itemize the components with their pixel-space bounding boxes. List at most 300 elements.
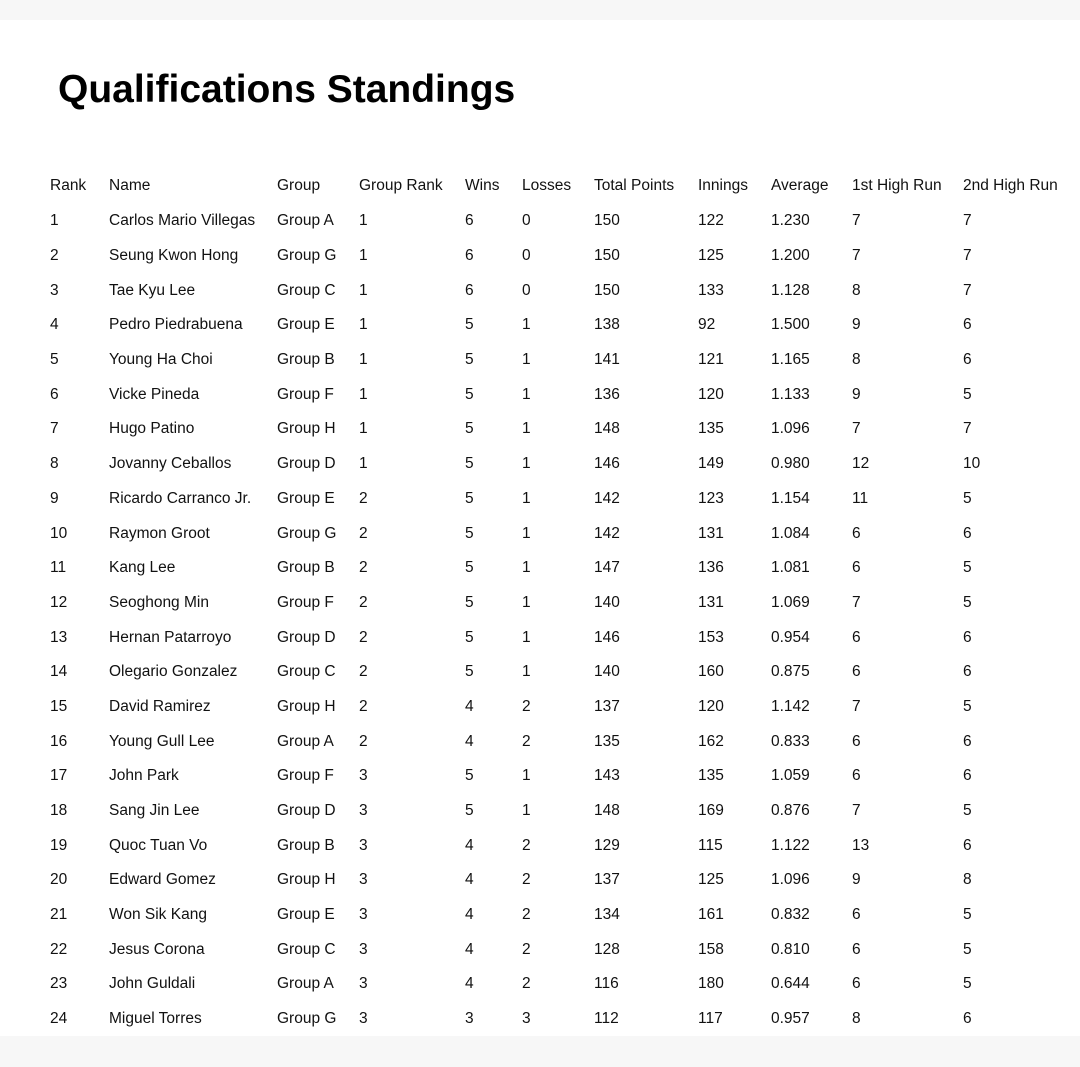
cell-name: Raymon Groot <box>109 524 210 542</box>
cell-wins: 5 <box>465 351 474 369</box>
cell-rank: 17 <box>50 767 68 785</box>
cell-innings: 133 <box>698 281 724 299</box>
cell-group-rank: 1 <box>359 351 368 369</box>
cell-losses: 1 <box>522 489 531 507</box>
cell-group-rank: 3 <box>359 871 368 889</box>
cell-average: 1.069 <box>771 593 810 611</box>
table-row <box>50 482 1080 517</box>
cell-average: 0.876 <box>771 802 810 820</box>
cell-losses: 2 <box>522 732 531 750</box>
cell-losses: 2 <box>522 940 531 958</box>
cell-rank: 23 <box>50 975 68 993</box>
table-body <box>50 204 1080 1037</box>
cell-innings: 136 <box>698 559 724 577</box>
cell-total-points: 146 <box>594 628 620 646</box>
cell-name: Seung Kwon Hong <box>109 247 239 265</box>
cell-wins: 5 <box>465 420 474 438</box>
cell-wins: 6 <box>465 247 474 265</box>
cell-second-high-run: 5 <box>963 489 972 507</box>
cell-group-rank: 3 <box>359 767 368 785</box>
cell-total-points: 128 <box>594 940 620 958</box>
cell-innings: 169 <box>698 802 724 820</box>
cell-second-high-run: 5 <box>963 940 972 958</box>
cell-group-rank: 2 <box>359 663 368 681</box>
cell-second-high-run: 6 <box>963 767 972 785</box>
cell-wins: 5 <box>465 524 474 542</box>
cell-name: Won Sik Kang <box>109 906 207 924</box>
cell-second-high-run: 5 <box>963 906 972 924</box>
cell-group: Group H <box>277 871 336 889</box>
cell-group-rank: 1 <box>359 247 368 265</box>
cell-rank: 14 <box>50 663 68 681</box>
cell-group: Group D <box>277 802 336 820</box>
column-header-first-high-run: 1st High Run <box>852 177 942 194</box>
column-header-average: Average <box>771 177 829 194</box>
cell-second-high-run: 5 <box>963 697 972 715</box>
cell-losses: 2 <box>522 836 531 854</box>
cell-total-points: 137 <box>594 697 620 715</box>
cell-name: John Guldali <box>109 975 196 993</box>
column-header-second-high-run: 2nd High Run <box>963 177 1058 194</box>
table-row <box>50 724 1080 759</box>
cell-losses: 0 <box>522 212 531 230</box>
cell-second-high-run: 5 <box>963 593 972 611</box>
cell-total-points: 116 <box>594 975 619 993</box>
cell-rank: 2 <box>50 247 59 265</box>
cell-rank: 8 <box>50 455 59 473</box>
table-row <box>50 239 1080 274</box>
cell-innings: 153 <box>698 628 724 646</box>
table-row <box>50 273 1080 308</box>
cell-innings: 122 <box>698 212 724 230</box>
cell-first-high-run: 7 <box>852 802 861 820</box>
cell-name: Seoghong Min <box>109 593 209 611</box>
cell-wins: 5 <box>465 455 474 473</box>
cell-wins: 5 <box>465 767 474 785</box>
cell-total-points: 137 <box>594 871 620 889</box>
cell-name: Hugo Patino <box>109 420 195 438</box>
cell-wins: 5 <box>465 559 474 577</box>
cell-second-high-run: 7 <box>963 212 972 230</box>
cell-innings: 121 <box>698 351 724 369</box>
cell-average: 1.128 <box>771 281 810 299</box>
cell-total-points: 112 <box>594 1010 619 1028</box>
cell-average: 0.954 <box>771 628 810 646</box>
cell-rank: 12 <box>50 593 68 611</box>
cell-average: 1.122 <box>771 836 810 854</box>
table-row <box>50 586 1080 621</box>
cell-name: Sang Jin Lee <box>109 802 200 820</box>
cell-total-points: 148 <box>594 420 620 438</box>
cell-first-high-run: 9 <box>852 316 861 334</box>
cell-innings: 131 <box>698 524 724 542</box>
cell-innings: 125 <box>698 871 724 889</box>
cell-first-high-run: 6 <box>852 975 861 993</box>
cell-losses: 0 <box>522 247 531 265</box>
cell-losses: 2 <box>522 975 531 993</box>
cell-wins: 6 <box>465 212 474 230</box>
cell-group: Group D <box>277 455 336 473</box>
cell-innings: 158 <box>698 940 724 958</box>
cell-innings: 120 <box>698 697 724 715</box>
column-header-innings: Innings <box>698 177 748 194</box>
cell-rank: 20 <box>50 871 68 889</box>
cell-name: Vicke Pineda <box>109 385 200 403</box>
cell-wins: 4 <box>465 732 474 750</box>
cell-average: 1.133 <box>771 385 810 403</box>
cell-losses: 2 <box>522 871 531 889</box>
cell-innings: 160 <box>698 663 724 681</box>
cell-first-high-run: 6 <box>852 940 861 958</box>
cell-group: Group G <box>277 247 337 265</box>
table-row <box>50 412 1080 447</box>
document-page <box>0 20 1080 1036</box>
table-row <box>50 759 1080 794</box>
cell-name: Young Gull Lee <box>109 732 215 750</box>
cell-average: 0.875 <box>771 663 810 681</box>
table-row <box>50 343 1080 378</box>
cell-group-rank: 1 <box>359 316 368 334</box>
cell-total-points: 129 <box>594 836 620 854</box>
cell-rank: 19 <box>50 836 68 854</box>
cell-average: 1.096 <box>771 871 810 889</box>
cell-first-high-run: 6 <box>852 524 861 542</box>
table-row <box>50 898 1080 933</box>
cell-rank: 10 <box>50 524 68 542</box>
cell-group: Group F <box>277 385 334 403</box>
table-header <box>50 168 1080 204</box>
cell-name: Jesus Corona <box>109 940 205 958</box>
page-title: Qualifications Standings <box>58 68 516 111</box>
cell-rank: 21 <box>50 906 68 924</box>
cell-name: Olegario Gonzalez <box>109 663 238 681</box>
cell-group-rank: 1 <box>359 281 368 299</box>
cell-group-rank: 2 <box>359 559 368 577</box>
cell-first-high-run: 12 <box>852 455 870 473</box>
column-header-group: Group <box>277 177 321 194</box>
cell-first-high-run: 6 <box>852 906 861 924</box>
cell-first-high-run: 6 <box>852 732 861 750</box>
cell-first-high-run: 6 <box>852 767 861 785</box>
cell-wins: 3 <box>465 1010 474 1028</box>
cell-group-rank: 2 <box>359 593 368 611</box>
standings-table <box>50 168 1080 1037</box>
cell-second-high-run: 7 <box>963 247 972 265</box>
cell-losses: 1 <box>522 385 531 403</box>
cell-innings: 135 <box>698 420 724 438</box>
cell-innings: 123 <box>698 489 724 507</box>
cell-group-rank: 2 <box>359 732 368 750</box>
cell-first-high-run: 7 <box>852 697 861 715</box>
cell-total-points: 140 <box>594 593 620 611</box>
cell-total-points: 150 <box>594 247 620 265</box>
cell-rank: 18 <box>50 802 68 820</box>
cell-total-points: 146 <box>594 455 620 473</box>
cell-losses: 1 <box>522 455 531 473</box>
cell-group: Group C <box>277 281 336 299</box>
cell-rank: 3 <box>50 281 59 299</box>
cell-wins: 4 <box>465 871 474 889</box>
cell-rank: 7 <box>50 420 59 438</box>
cell-second-high-run: 6 <box>963 351 972 369</box>
cell-losses: 1 <box>522 559 531 577</box>
cell-group: Group A <box>277 212 334 230</box>
cell-first-high-run: 9 <box>852 871 861 889</box>
table-row <box>50 655 1080 690</box>
cell-rank: 16 <box>50 732 68 750</box>
cell-total-points: 150 <box>594 212 620 230</box>
cell-total-points: 138 <box>594 316 620 334</box>
cell-first-high-run: 7 <box>852 212 861 230</box>
cell-group-rank: 1 <box>359 385 368 403</box>
cell-average: 1.154 <box>771 489 810 507</box>
cell-name: Carlos Mario Villegas <box>109 212 256 230</box>
cell-rank: 6 <box>50 385 59 403</box>
cell-total-points: 134 <box>594 906 620 924</box>
cell-average: 1.059 <box>771 767 810 785</box>
cell-innings: 117 <box>698 1010 723 1028</box>
cell-total-points: 142 <box>594 524 620 542</box>
cell-average: 1.142 <box>771 697 810 715</box>
cell-innings: 180 <box>698 975 724 993</box>
cell-total-points: 140 <box>594 663 620 681</box>
cell-second-high-run: 6 <box>963 732 972 750</box>
table-row <box>50 447 1080 482</box>
cell-losses: 0 <box>522 281 531 299</box>
cell-rank: 5 <box>50 351 59 369</box>
cell-group: Group E <box>277 489 335 507</box>
cell-losses: 1 <box>522 628 531 646</box>
cell-losses: 1 <box>522 663 531 681</box>
cell-first-high-run: 9 <box>852 385 861 403</box>
cell-group-rank: 3 <box>359 975 368 993</box>
cell-second-high-run: 6 <box>963 1010 972 1028</box>
cell-name: Miguel Torres <box>109 1010 202 1028</box>
table-row <box>50 551 1080 586</box>
cell-losses: 2 <box>522 906 531 924</box>
cell-second-high-run: 5 <box>963 975 972 993</box>
cell-losses: 1 <box>522 767 531 785</box>
cell-group-rank: 2 <box>359 524 368 542</box>
cell-second-high-run: 5 <box>963 802 972 820</box>
cell-group-rank: 3 <box>359 802 368 820</box>
cell-rank: 4 <box>50 316 59 334</box>
cell-first-high-run: 11 <box>852 489 869 507</box>
cell-average: 0.957 <box>771 1010 810 1028</box>
cell-average: 1.500 <box>771 316 810 334</box>
cell-name: Jovanny Ceballos <box>109 455 232 473</box>
cell-group-rank: 3 <box>359 906 368 924</box>
cell-group: Group E <box>277 316 335 334</box>
table-row <box>50 828 1080 863</box>
cell-group: Group F <box>277 767 334 785</box>
table-row <box>50 308 1080 343</box>
cell-second-high-run: 5 <box>963 559 972 577</box>
cell-group: Group C <box>277 663 336 681</box>
cell-first-high-run: 6 <box>852 663 861 681</box>
cell-losses: 1 <box>522 316 531 334</box>
cell-wins: 4 <box>465 697 474 715</box>
cell-average: 0.833 <box>771 732 810 750</box>
cell-wins: 4 <box>465 975 474 993</box>
cell-second-high-run: 6 <box>963 316 972 334</box>
cell-name: Quoc Tuan Vo <box>109 836 208 854</box>
cell-average: 1.165 <box>771 351 810 369</box>
table-row <box>50 863 1080 898</box>
cell-rank: 22 <box>50 940 68 958</box>
cell-average: 0.810 <box>771 940 810 958</box>
table-row <box>50 620 1080 655</box>
table-row <box>50 794 1080 829</box>
cell-group: Group D <box>277 628 336 646</box>
cell-group-rank: 3 <box>359 836 368 854</box>
cell-first-high-run: 8 <box>852 1010 861 1028</box>
cell-group: Group B <box>277 559 335 577</box>
cell-group: Group B <box>277 836 335 854</box>
column-header-wins: Wins <box>465 177 500 194</box>
cell-second-high-run: 6 <box>963 524 972 542</box>
table-row <box>50 204 1080 239</box>
cell-total-points: 141 <box>594 351 620 369</box>
cell-average: 1.096 <box>771 420 810 438</box>
cell-wins: 4 <box>465 906 474 924</box>
cell-average: 1.200 <box>771 247 810 265</box>
cell-wins: 5 <box>465 663 474 681</box>
cell-second-high-run: 5 <box>963 385 972 403</box>
cell-losses: 1 <box>522 802 531 820</box>
cell-innings: 92 <box>698 316 716 334</box>
cell-wins: 4 <box>465 836 474 854</box>
cell-total-points: 148 <box>594 802 620 820</box>
cell-name: Tae Kyu Lee <box>109 281 196 299</box>
cell-total-points: 136 <box>594 385 620 403</box>
cell-average: 0.832 <box>771 906 810 924</box>
cell-name: John Park <box>109 767 179 785</box>
cell-losses: 1 <box>522 351 531 369</box>
cell-name: Young Ha Choi <box>109 351 213 369</box>
cell-average: 1.081 <box>771 559 810 577</box>
cell-group: Group B <box>277 351 335 369</box>
cell-group-rank: 1 <box>359 420 368 438</box>
cell-name: Hernan Patarroyo <box>109 628 232 646</box>
cell-name: Ricardo Carranco Jr. <box>109 489 252 507</box>
column-header-group-rank: Group Rank <box>359 177 443 194</box>
cell-losses: 2 <box>522 697 531 715</box>
cell-name: Kang Lee <box>109 559 176 577</box>
cell-wins: 5 <box>465 316 474 334</box>
cell-wins: 5 <box>465 489 474 507</box>
cell-second-high-run: 7 <box>963 420 972 438</box>
cell-wins: 5 <box>465 628 474 646</box>
cell-name: David Ramirez <box>109 697 211 715</box>
cell-total-points: 143 <box>594 767 620 785</box>
cell-rank: 13 <box>50 628 68 646</box>
cell-innings: 120 <box>698 385 724 403</box>
cell-first-high-run: 7 <box>852 593 861 611</box>
cell-total-points: 135 <box>594 732 620 750</box>
cell-first-high-run: 8 <box>852 281 861 299</box>
cell-second-high-run: 6 <box>963 836 972 854</box>
cell-innings: 162 <box>698 732 724 750</box>
cell-losses: 1 <box>522 524 531 542</box>
table-row <box>50 932 1080 967</box>
cell-wins: 6 <box>465 281 474 299</box>
cell-rank: 24 <box>50 1010 68 1028</box>
cell-innings: 131 <box>698 593 724 611</box>
column-header-name: Name <box>109 177 151 194</box>
cell-innings: 161 <box>698 906 724 924</box>
cell-wins: 5 <box>465 802 474 820</box>
table-row <box>50 967 1080 1002</box>
cell-losses: 1 <box>522 420 531 438</box>
column-header-losses: Losses <box>522 177 572 194</box>
cell-average: 0.980 <box>771 455 810 473</box>
cell-innings: 149 <box>698 455 724 473</box>
cell-losses: 1 <box>522 593 531 611</box>
cell-group: Group F <box>277 593 334 611</box>
cell-total-points: 150 <box>594 281 620 299</box>
cell-first-high-run: 8 <box>852 351 861 369</box>
cell-group: Group H <box>277 697 336 715</box>
cell-second-high-run: 6 <box>963 663 972 681</box>
cell-total-points: 147 <box>594 559 620 577</box>
cell-wins: 5 <box>465 593 474 611</box>
cell-group: Group A <box>277 975 334 993</box>
column-header-rank: Rank <box>50 177 87 194</box>
table-row <box>50 516 1080 551</box>
cell-name: Edward Gomez <box>109 871 216 889</box>
cell-rank: 15 <box>50 697 68 715</box>
header-row <box>50 168 1080 204</box>
cell-group-rank: 3 <box>359 940 368 958</box>
table-row <box>50 690 1080 725</box>
cell-group: Group C <box>277 940 336 958</box>
cell-second-high-run: 6 <box>963 628 972 646</box>
cell-second-high-run: 10 <box>963 455 981 473</box>
cell-group: Group G <box>277 524 337 542</box>
cell-total-points: 142 <box>594 489 620 507</box>
cell-group-rank: 2 <box>359 697 368 715</box>
cell-group: Group E <box>277 906 335 924</box>
cell-first-high-run: 7 <box>852 420 861 438</box>
table-row <box>50 377 1080 412</box>
table-row <box>50 1002 1080 1037</box>
cell-group-rank: 2 <box>359 628 368 646</box>
column-header-total-points: Total Points <box>594 177 675 194</box>
cell-name: Pedro Piedrabuena <box>109 316 243 334</box>
cell-group: Group H <box>277 420 336 438</box>
cell-first-high-run: 7 <box>852 247 861 265</box>
cell-first-high-run: 6 <box>852 559 861 577</box>
cell-average: 0.644 <box>771 975 810 993</box>
cell-group-rank: 3 <box>359 1010 368 1028</box>
cell-rank: 9 <box>50 489 59 507</box>
cell-group: Group A <box>277 732 334 750</box>
cell-losses: 3 <box>522 1010 531 1028</box>
cell-rank: 1 <box>50 212 59 230</box>
cell-rank: 11 <box>50 559 67 577</box>
cell-wins: 5 <box>465 385 474 403</box>
cell-group: Group G <box>277 1010 337 1028</box>
cell-group-rank: 1 <box>359 212 368 230</box>
cell-innings: 135 <box>698 767 724 785</box>
cell-first-high-run: 6 <box>852 628 861 646</box>
cell-wins: 4 <box>465 940 474 958</box>
cell-group-rank: 2 <box>359 489 368 507</box>
cell-innings: 125 <box>698 247 724 265</box>
cell-second-high-run: 7 <box>963 281 972 299</box>
cell-innings: 115 <box>698 836 723 854</box>
